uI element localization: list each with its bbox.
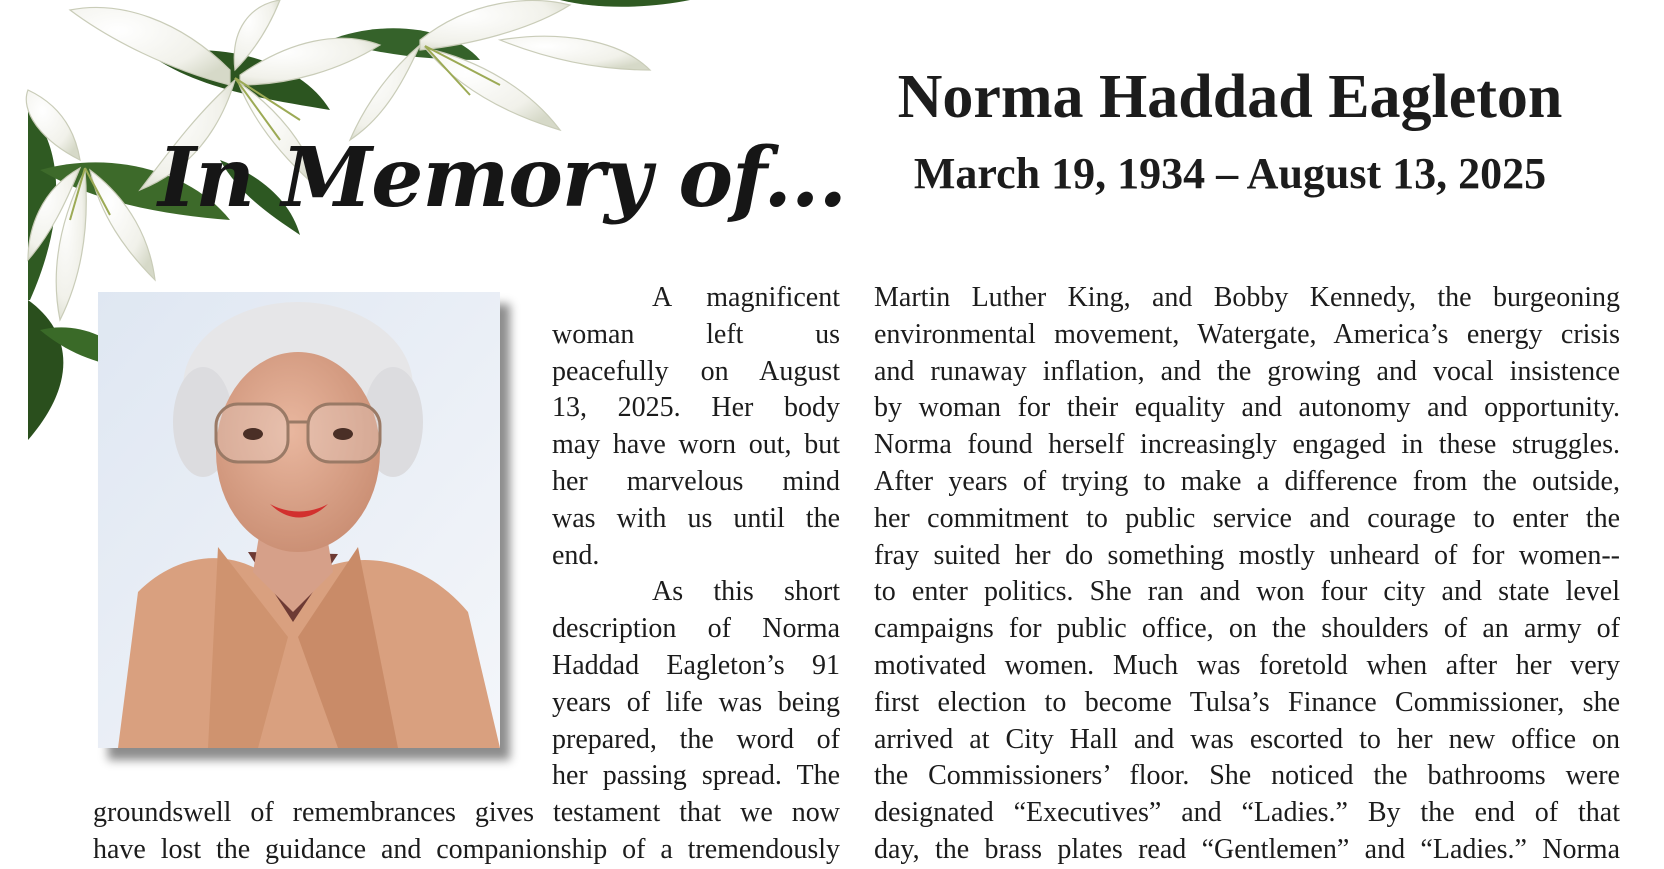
obituary-column-1 — [552, 280, 840, 795]
text-line: to enter politics. She ran and won four city and state level — [874, 576, 1620, 608]
text-line: and runaway inflation, and the growing and vocal insistence — [874, 355, 1620, 387]
text-line: the Commissioners’ floor. She noticed the bathrooms were — [874, 760, 1620, 792]
text-line: was with us until the — [552, 502, 840, 534]
text-line: A magnificent — [652, 282, 840, 313]
text-line: peacefully on August — [552, 355, 840, 387]
text-line: arrived at City Hall and was escorted to her new office on — [874, 723, 1620, 755]
text-line: description of Norma — [552, 613, 840, 645]
text-line: end. — [552, 539, 600, 571]
text-line: 13, 2025. Her body — [552, 392, 840, 424]
text-line: have lost the guidance and companionship of a tremendously — [93, 833, 840, 865]
text-line: fray suited her do something mostly unheard of for women-- — [874, 539, 1620, 571]
text-line: by woman for their equality and autonomy and opportunity. — [874, 392, 1620, 424]
life-dates: March 19, 1934 – August 13, 2025 — [913, 149, 1547, 198]
deceased-name: Norma Haddad Eagleton — [897, 63, 1563, 131]
text-line: may have worn out, but — [552, 429, 840, 461]
in-memory-of-heading: In Memory of... — [158, 130, 847, 226]
text-line: her marvelous mind — [552, 465, 840, 497]
text-line: her passing spread. The — [552, 760, 840, 792]
text-line: her commitment to public service and courage to enter the — [874, 502, 1620, 534]
text-line: campaigns for public office, on the shoulders of an army of — [874, 613, 1620, 645]
obituary-column-1-continued — [93, 795, 840, 869]
text-line: years of life was being — [552, 686, 840, 718]
text-line: day, the brass plates read “Gentlemen” and “Ladies.” Norma — [874, 833, 1620, 865]
text-line: woman left us — [552, 318, 840, 350]
obituary-column-2 — [874, 280, 1620, 869]
text-line: As this short — [652, 576, 840, 608]
text-line: first election to become Tulsa’s Finance Commissioner, she — [874, 686, 1620, 718]
text-line: groundswell of remembrances gives testament that we now — [93, 797, 840, 828]
text-line: Norma found herself increasingly engaged in these struggles. — [874, 429, 1620, 461]
text-line: Haddad Eagleton’s 91 — [552, 649, 840, 681]
text-line: motivated women. Much was foretold when after her very — [874, 649, 1620, 681]
text-line: designated “Executives” and “Ladies.” By the end of that — [874, 797, 1620, 829]
portrait-photo — [98, 292, 500, 748]
text-line: Martin Luther King, and Bobby Kennedy, the burgeoning — [874, 282, 1620, 313]
text-line: prepared, the word of — [552, 723, 840, 755]
text-line: environmental movement, Watergate, America’s energy crisis — [874, 318, 1620, 350]
text-line: After years of trying to make a difference from the outside, — [874, 465, 1620, 497]
